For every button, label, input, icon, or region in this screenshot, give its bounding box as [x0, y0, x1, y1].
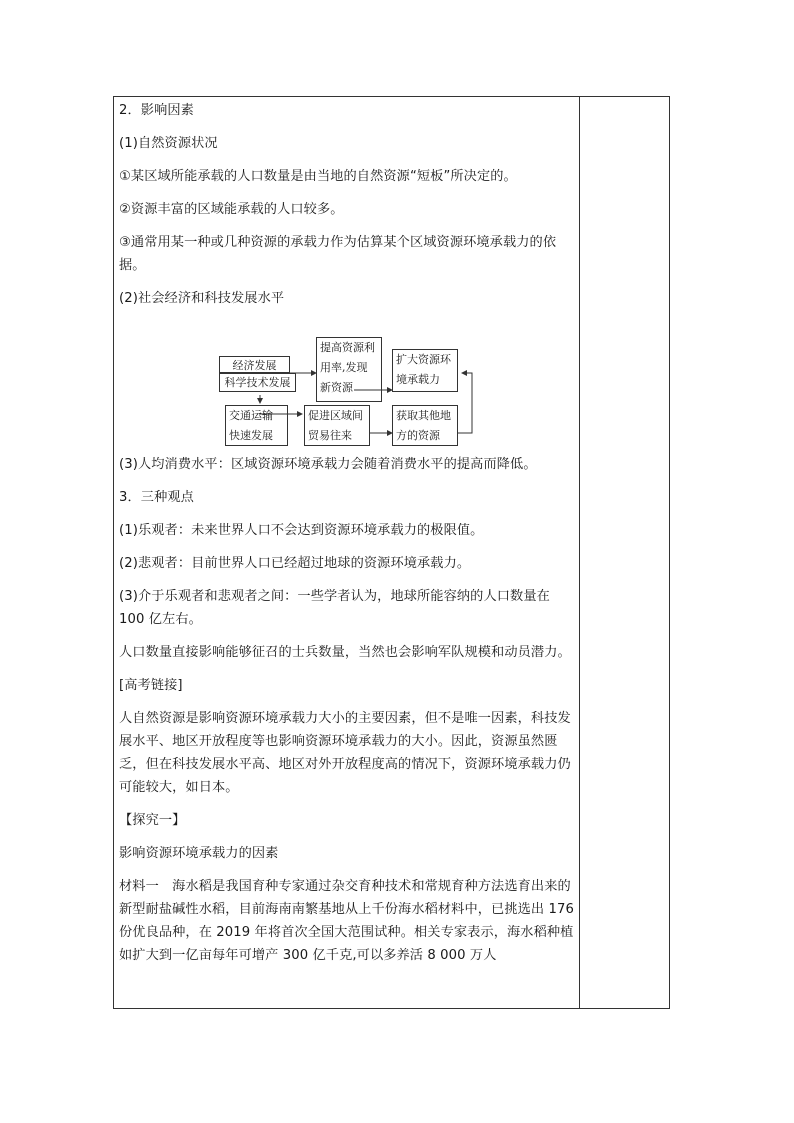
box-promote-trade: 促进区域间 贸易往来: [304, 405, 370, 446]
content-table: [113, 96, 670, 1009]
view-middle: (3)介于乐观者和悲观者之间：一些学者认为，地球所能容纳的人口数量在100 亿左右。: [119, 589, 550, 627]
explore-heading: 【探究一】: [119, 813, 186, 828]
flow-diagram: [119, 310, 574, 440]
view-pessimist: (2)悲观者：目前世界人口已经超过地球的资源环境承载力。: [119, 556, 471, 571]
material-one: 材料一 海水稻是我国育种专家通过杂交育种技术和常规育种方法选育出来的新型耐盐碱性水稻，目前海南南繁基地从上千份海水稻材料中，已挑选出 176 份优良品种，在 2019 年将首次全国大范围试种。相关专家表示，海水稻种植如扩大到一亿亩每年可增产 300 亿千克,可以多养活 8 000 万人: [119, 879, 574, 963]
box-science-tech-development: 科学技术发展: [219, 373, 296, 392]
box-obtain-resources: 获取其他地 方的资源: [392, 405, 458, 446]
explore-title: 影响资源环境承载力的因素: [119, 846, 279, 861]
box-expand-capacity: 扩大资源环 境承载力: [392, 349, 458, 392]
consumption-level: (3)人均消费水平：区域资源环境承载力会随着消费水平的提高而降低。: [119, 457, 537, 472]
gaokao-link-label: [高考链接]: [119, 678, 183, 693]
column-divider: [579, 97, 580, 1008]
socio-economic-title: (2)社会经济和科技发展水平: [119, 291, 285, 306]
gaokao-link-text: 人自然资源是影响资源环境承载力大小的主要因素，但不是唯一因素，科技发展水平、地区开放程度等也影响资源环境承载力的大小。因此，资源虽然匮乏，但在科技发展水平高、地区对外开放程度高的情况下，资源环境承载力仍可能较大，如日本。: [119, 711, 571, 795]
view-optimist: (1)乐观者：未来世界人口不会达到资源环境承载力的极限值。: [119, 523, 484, 538]
heading-views: 3．三种观点: [119, 490, 194, 505]
natural-resources-title: (1)自然资源状况: [119, 136, 218, 151]
main-cell: [119, 97, 574, 967]
military-impact: 人口数量直接影响能够征召的士兵数量，当然也会影响军队规模和动员潜力。: [119, 645, 571, 660]
natural-resources-point-3: ③通常用某一种或几种资源的承载力作为估算某个区域资源环境承载力的依据。: [119, 235, 557, 273]
box-improve-utilization: 提高资源利 用率,发现 新资源: [316, 337, 382, 402]
natural-resources-point-2: ②资源丰富的区域能承载的人口较多。: [119, 202, 344, 217]
box-transport-development: 交通运输 快速发展: [225, 405, 288, 446]
heading-factors: 2．影响因素: [119, 103, 194, 118]
box-economic-development: 经济发展: [219, 356, 290, 373]
natural-resources-point-1: ①某区域所能承载的人口数量是由当地的自然资源“短板”所决定的。: [119, 169, 517, 184]
